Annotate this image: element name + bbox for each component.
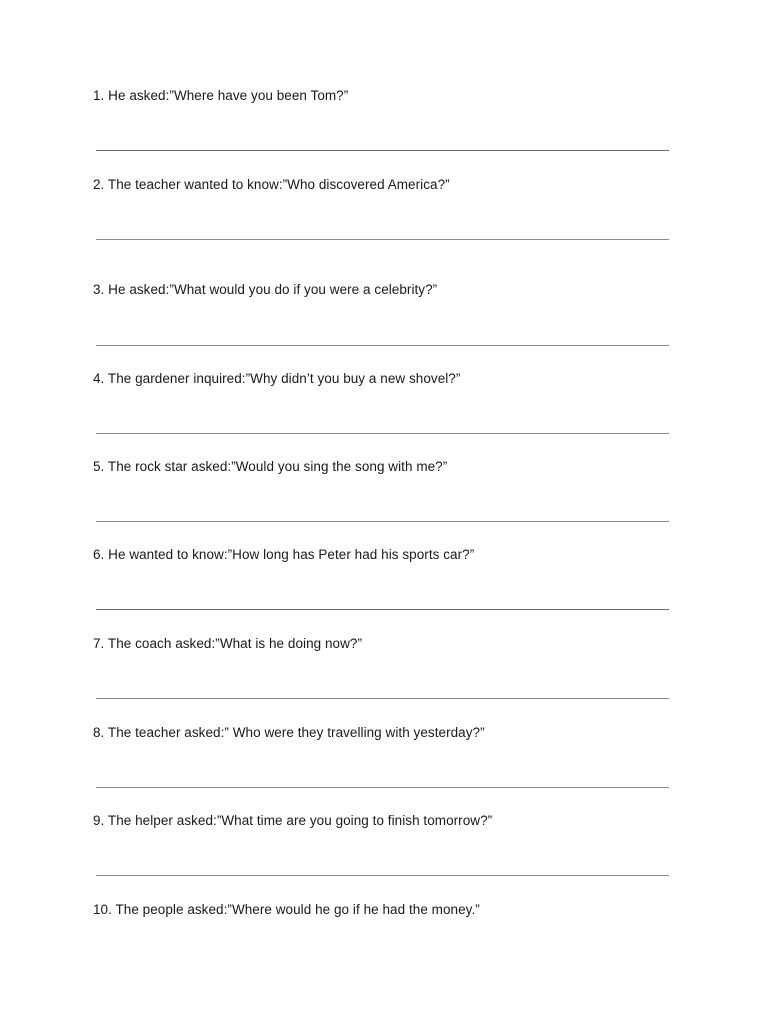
- answer-line-6[interactable]: [96, 609, 669, 610]
- answer-line-8[interactable]: [96, 787, 669, 788]
- question-4: 4. The gardener inquired:”Why didn’t you buy a new shovel?”: [93, 371, 461, 386]
- question-8: 8. The teacher asked:” Who were they travelling with yesterday?”: [93, 725, 485, 740]
- answer-line-1[interactable]: [96, 150, 669, 151]
- question-1: 1. He asked:”Where have you been Tom?”: [93, 88, 349, 103]
- question-6: 6. He wanted to know:”How long has Peter had his sports car?”: [93, 547, 475, 562]
- answer-line-9[interactable]: [96, 875, 669, 876]
- question-5: 5. The rock star asked:”Would you sing the song with me?”: [93, 459, 448, 474]
- answer-line-2[interactable]: [96, 239, 669, 240]
- answer-line-5[interactable]: [96, 521, 669, 522]
- answer-line-4[interactable]: [96, 433, 669, 434]
- answer-line-3[interactable]: [96, 345, 669, 346]
- question-3: 3. He asked:”What would you do if you were a celebrity?”: [93, 282, 438, 297]
- question-2: 2. The teacher wanted to know:”Who discovered America?”: [93, 177, 450, 192]
- question-7: 7. The coach asked:”What is he doing now?”: [93, 636, 363, 651]
- question-9: 9. The helper asked:”What time are you going to finish tomorrow?”: [93, 813, 493, 828]
- answer-line-7[interactable]: [96, 698, 669, 699]
- question-10: 10. The people asked:”Where would he go if he had the money.”: [93, 902, 480, 917]
